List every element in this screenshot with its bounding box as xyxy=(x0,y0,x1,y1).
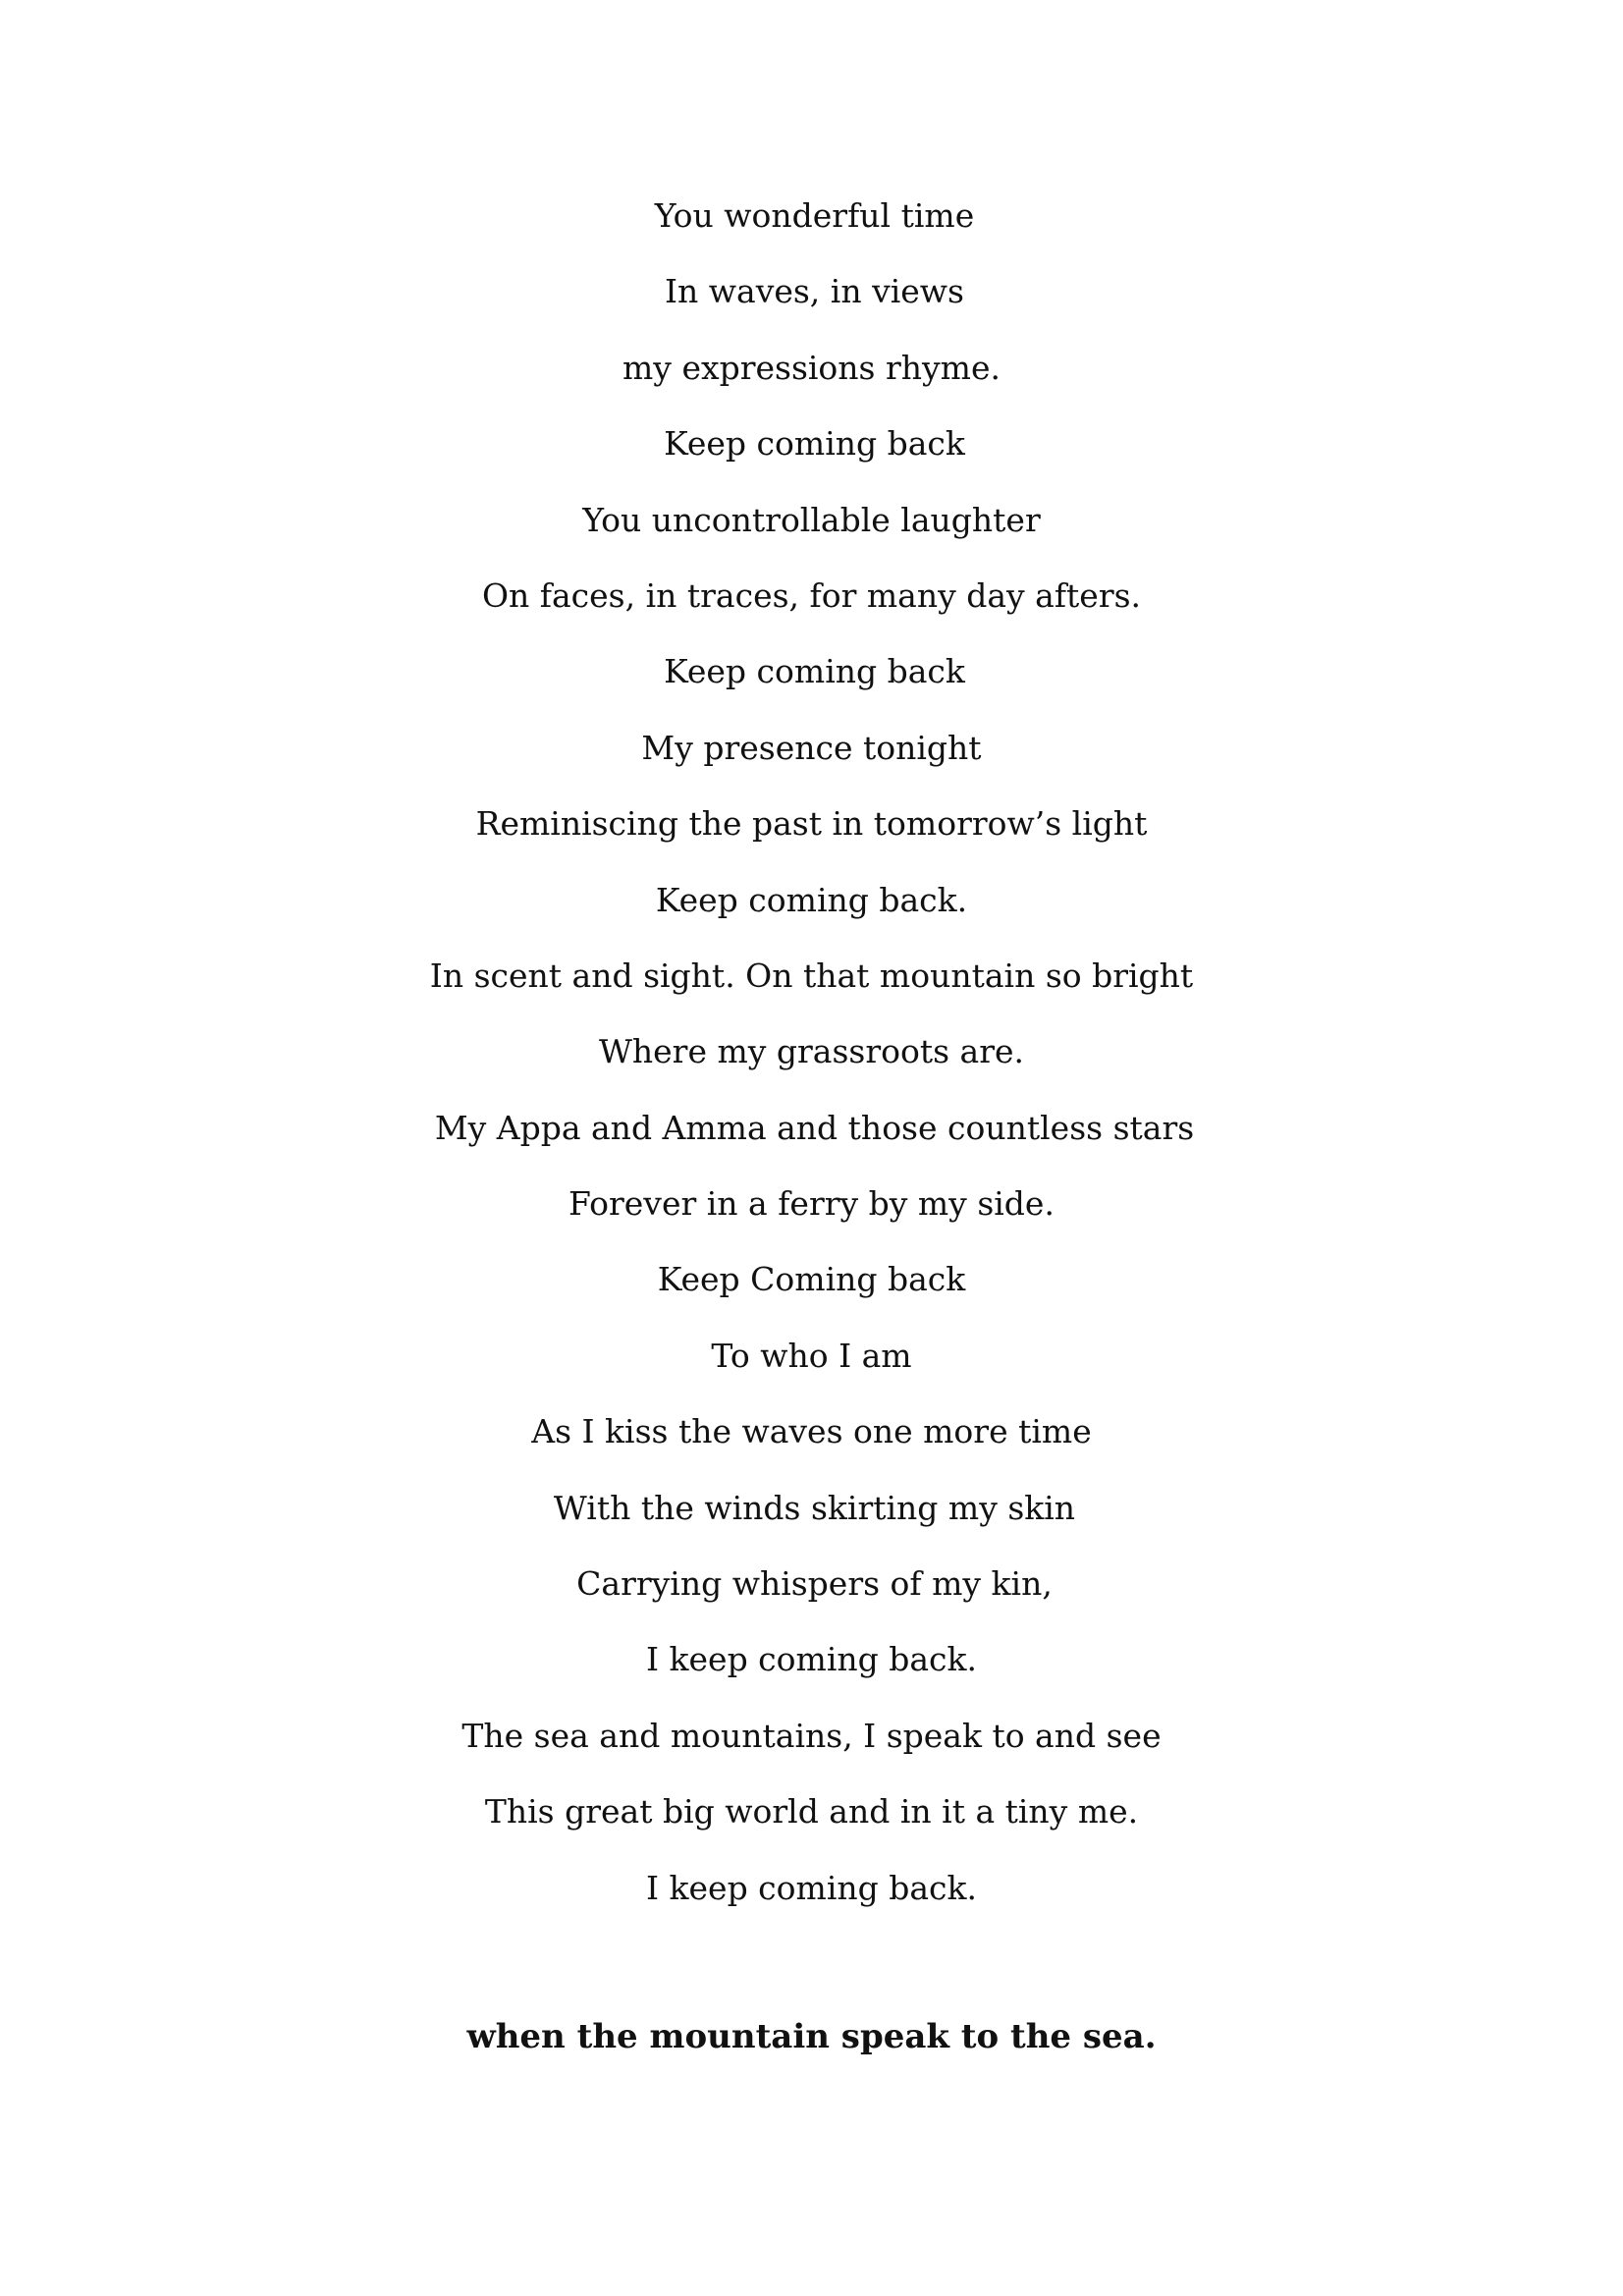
poem-line: On faces, in traces, for many day afters. xyxy=(481,575,1142,615)
poem-line: Reminiscing the past in tomorrow’s light xyxy=(475,804,1148,844)
poem-line: My presence tonight xyxy=(641,728,982,767)
poem-line: Keep Coming back xyxy=(657,1260,966,1299)
poem-line: Keep coming back xyxy=(664,424,965,464)
poem-line: Forever in a ferry by my side. xyxy=(568,1184,1055,1224)
poem-line: my expressions rhyme. xyxy=(622,348,1001,387)
poem-line: You uncontrollable laughter xyxy=(582,500,1041,539)
poem-line: This great big world and in it a tiny me. xyxy=(484,1792,1139,1831)
poem-line: Where my grassroots are. xyxy=(598,1032,1025,1071)
poem-line: To who I am xyxy=(711,1336,912,1375)
poem-line: In scent and sight. On that mountain so bright xyxy=(429,956,1194,995)
poem-body xyxy=(0,192,1623,1941)
poem-line: Carrying whispers of my kin, xyxy=(576,1564,1053,1604)
poem-line: As I kiss the waves one more time xyxy=(531,1412,1092,1451)
poem-line: I keep coming back. xyxy=(645,1640,978,1679)
poem-line: I keep coming back. xyxy=(645,1868,978,1907)
poem-line: My Appa and Amma and those countless stars xyxy=(434,1108,1195,1147)
poem-line: With the winds skirting my skin xyxy=(553,1488,1076,1527)
poem-line: In waves, in views xyxy=(665,272,964,311)
poem-line: You wonderful time xyxy=(654,196,975,235)
poem-line: Keep coming back xyxy=(664,652,965,691)
poem-closing-line: when the mountain speak to the sea. xyxy=(466,2017,1157,2056)
poem-line: The sea and mountains, I speak to and see xyxy=(461,1716,1162,1755)
poem-line: Keep coming back. xyxy=(655,880,968,919)
